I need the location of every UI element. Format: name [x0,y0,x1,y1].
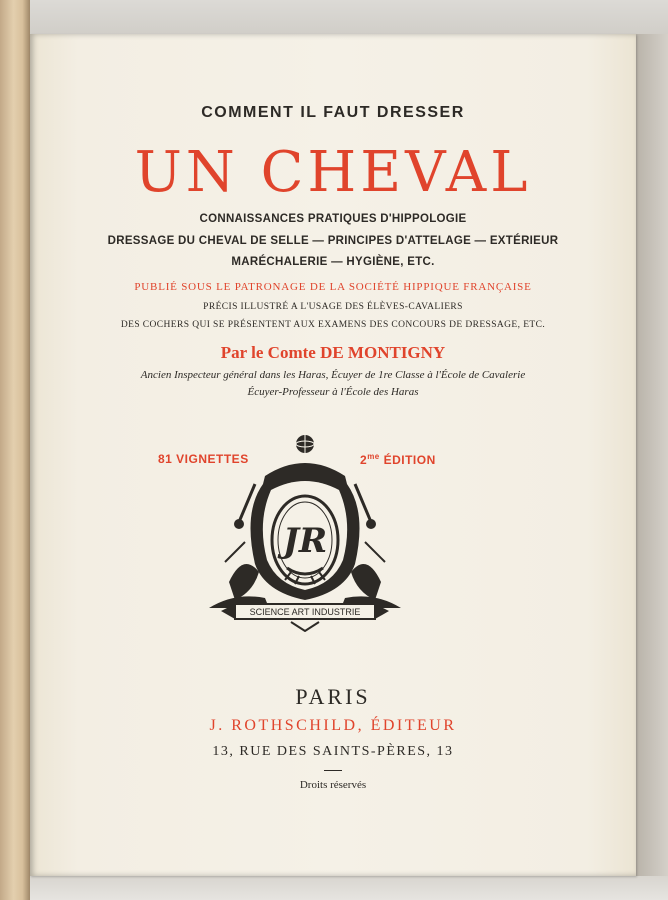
pretitle: COMMENT IL FAUT DRESSER [201,104,465,121]
divider [324,770,342,771]
publication-place: PARIS [295,684,371,709]
publisher-emblem-icon [195,432,415,632]
subtitle-line: CONNAISSANCES PRATIQUES D'HIPPOLOGIE [199,213,467,225]
rights-notice: Droits réservés [299,779,367,791]
subtitle-line: DRESSAGE DU CHEVAL DE SELLE — PRINCIPES D'ATTELAGE — EXTÉRIEUR [107,235,559,247]
precis-line: PRÉCIS ILLUSTRÉ A L'USAGE DES ÉLÈVES-CAVALIERS [203,302,463,312]
author-credential: Écuyer-Professeur à l'École des Haras [247,386,419,398]
emblem-ribbon-text: SCIENCE ART INDUSTRIE [249,607,361,617]
backdrop [0,876,668,900]
subtitle-line: MARÉCHALERIE — HYGIÈNE, ETC. [231,256,435,268]
title-page [30,34,636,876]
page-stack-edge [636,34,668,876]
edition-superscript: me [367,452,380,461]
author-credential: Ancien Inspecteur général dans les Haras, Écuyer de 1re Classe à l'École de Cavalerie [140,369,526,381]
vignettes-count: 81 VIGNETTES [158,452,249,466]
precis-line: DES COCHERS QUI SE PRÉSENTENT AUX EXAMENS DES CONCOURS DE DRESSAGE, ETC. [120,320,546,330]
book-cover-edge [0,0,30,900]
edition-number: 2 [360,453,368,467]
emblem-monogram: JR [282,521,328,561]
publisher-address: 13, RUE DES SAINTS-PÈRES, 13 [212,744,454,759]
patronage-line: PUBLIÉ SOUS LE PATRONAGE DE LA SOCIÉTÉ HIPPIQUE FRANÇAISE [134,281,532,293]
publisher-name: J. ROTHSCHILD, ÉDITEUR [209,717,457,734]
edition-word: ÉDITION [383,453,436,467]
book-title: UN CHEVAL [134,140,532,205]
author-line: Par le Comte DE MONTIGNY [220,343,446,362]
